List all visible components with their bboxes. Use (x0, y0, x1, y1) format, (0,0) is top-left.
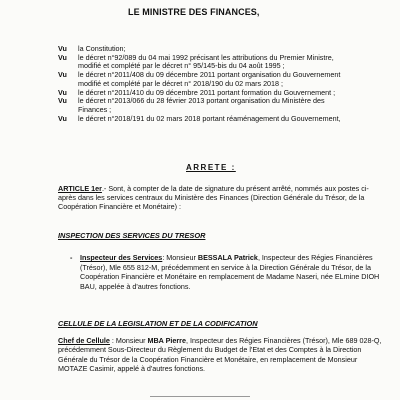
appointee-name: MBA Pierre (147, 336, 186, 345)
appointment-separator: : Monsieur (162, 253, 198, 262)
visa-item (58, 71, 378, 88)
section-heading-inspection: INSPECTION DES SERVICES DU TRESOR (58, 231, 206, 240)
visa-list (58, 45, 378, 123)
appointment-role: Chef de Cellule (58, 336, 110, 345)
visa-keyword: Vu (58, 70, 67, 80)
minister-title: LE MINISTRE DES FINANCES, (128, 7, 260, 17)
visa-keyword: Vu (58, 87, 67, 97)
cut-off-text-line (150, 396, 250, 397)
arrete-heading: ARRETE : (186, 163, 236, 172)
visa-keyword: Vu (58, 113, 67, 123)
appointment-separator: : Monsieur (109, 336, 148, 345)
bullet-dash: - (70, 253, 73, 262)
visa-keyword: Vu (58, 52, 67, 62)
visa-keyword: Vu (58, 44, 67, 53)
visa-text: le décret n°2013/066 du 28 février 2013 portant organisation du Ministère des Finances ; (78, 96, 325, 114)
article-1-text: .- Sont, à compter de la date de signature du présent arrêté, nommés aux postes ci-après dans les services centraux du Ministère des Finances (Direction Générale du Trésor, de la Coopération Financière et Monétaire) : (58, 184, 369, 211)
visa-text: le décret n°2018/191 du 02 mars 2018 portant réaménagement du Gouvernement, (78, 113, 341, 123)
legislation-appointment (58, 336, 384, 374)
visa-text: la Constitution; (78, 44, 126, 53)
appointment-role: Inspecteur des Services (80, 253, 163, 262)
article-1-label: ARTICLE 1er (58, 184, 102, 193)
appointment-details: , Inspecteur des Régies Financières (Trésor), Mle 689 028-Q, précédemment Sous-Directeur du Règlement du Budget de l'Etat et des Comptes à la Direction Générale du Trésor de la Coopération Financière et Monétaire, en remplacement de Monsieur MOTAZE Casimir, appelé à d'autres fonctions. (58, 336, 382, 374)
appointment-details: , Inspecteur des Régies Financières (Trésor), Mle 655 812-M, précédemment en service à la Direction Générale du Trésor, de la Coopération Financière et Monétaire en remplacement de Madame Naseri, née ELmine DIOH BAU, appelée à d'autres fonctions. (80, 253, 380, 291)
visa-item (58, 97, 378, 114)
visa-text: le décret n°2011/410 du 09 décembre 2011 portant formation du Gouvernement ; (78, 87, 336, 97)
appointee-name: BESSALA Patrick (197, 253, 258, 262)
visa-item (58, 115, 378, 124)
visa-item (58, 54, 378, 71)
visa-text: le décret n°92/089 du 04 mai 1992 précisant les attributions du Premier Ministre, modifié et complété par le décret n° 95/145-bis du 04 août 1995 ; (78, 52, 334, 71)
visa-text: le décret n°2011/408 du 09 décembre 2011 portant organisation du Gouvernement modifié et complété par le décret n° 2018/190 du 02 mars 2018 ; (78, 70, 341, 88)
visa-keyword: Vu (58, 96, 67, 106)
inspection-appointment (70, 253, 380, 291)
section-heading-legislation: CELLULE DE LA LEGISLATION ET DE LA CODIFICATION (58, 319, 258, 328)
article-1-paragraph (58, 184, 384, 211)
